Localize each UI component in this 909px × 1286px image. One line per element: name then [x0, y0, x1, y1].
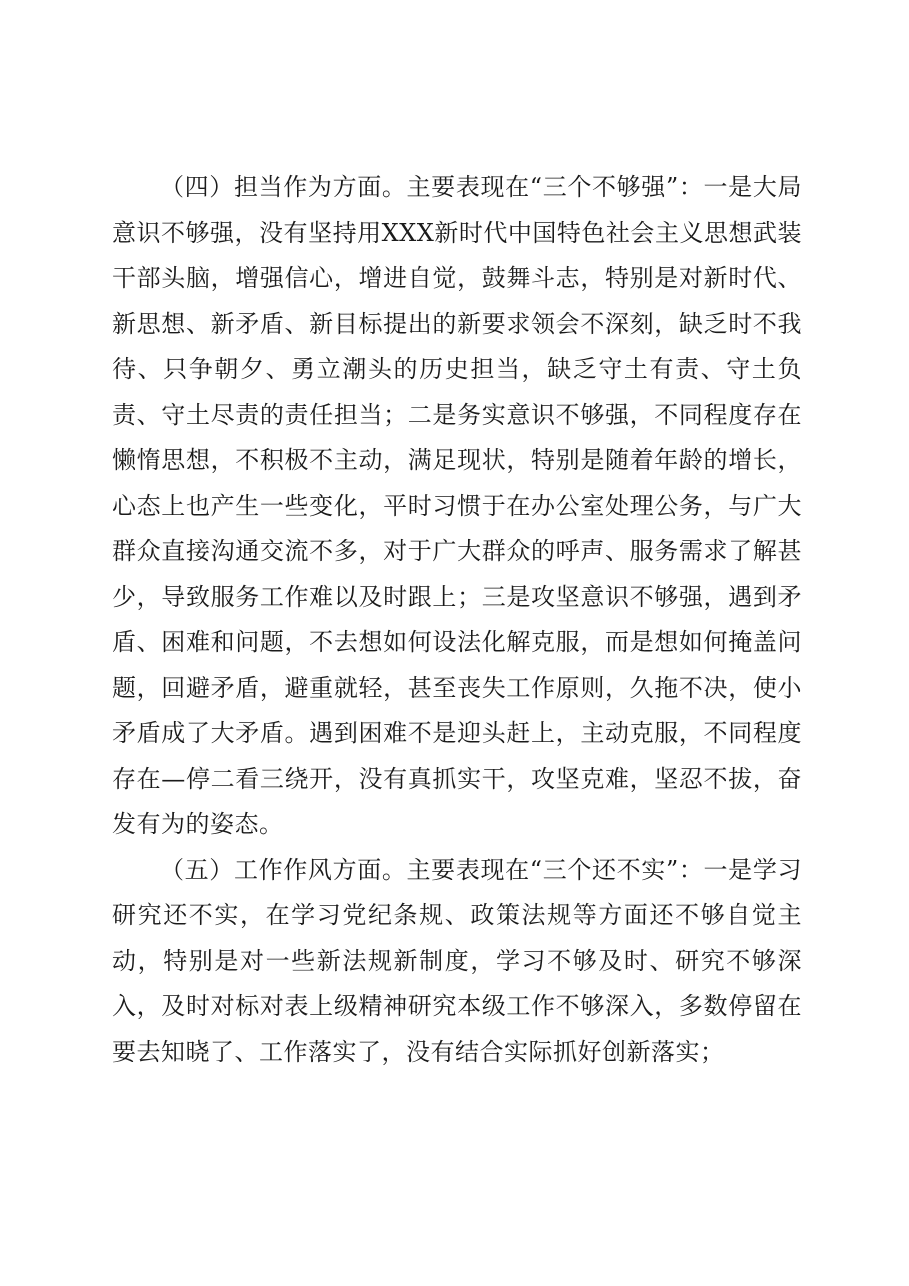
paragraph-5-work-style: （五）工作作风方面。主要表现在“三个还不实”：一是学习研究还不实，在学习党纪条规、政策法规等方面还不够自觉主动，特别是对一些新法规新制度，学习不够及时、研究不够深入，及时对标对表上级精神研究本级工作不够深入，多数停留在要去知晓了、工作落实了，没有结合实际抓好创新落实； [112, 855, 802, 1066]
document-body [112, 165, 802, 1075]
paragraph-4-commitment: （四）担当作为方面。主要表现在“三个不够强”：一是大局意识不够强，没有坚持用XXX新时代中国特色社会主义思想武装干部头脑，增强信心，增进自觉，鼓舞斗志，特别是对新时代、新思想、新矛盾、新目标提出的新要求领会不深刻，缺乏时不我待、只争朝夕、勇立潮头的历史担当，缺乏守土有责、守土负责、守土尽责的责任担当；二是务实意识不够强，不同程度存在懒惰思想，不积极不主动，满足现状，特别是随着年龄的增长，心态上也产生一些变化，平时习惯于在办公室处理公务，与广大群众直接沟通交流不多，对于广大群众的呼声、服务需求了解甚少，导致服务工作难以及时跟上；三是攻坚意识不够强，遇到矛盾、困难和问题，不去想如何设法化解克服，而是想如何掩盖问题，回避矛盾，避重就轻，甚至丧失工作原则，久拖不决，使小矛盾成了大矛盾。遇到困难不是迎头赶上，主动克服，不同程度存在—停二看三绕开，没有真抓实干，攻坚克难，坚忍不拔，奋发有为的姿态。 [112, 173, 802, 838]
